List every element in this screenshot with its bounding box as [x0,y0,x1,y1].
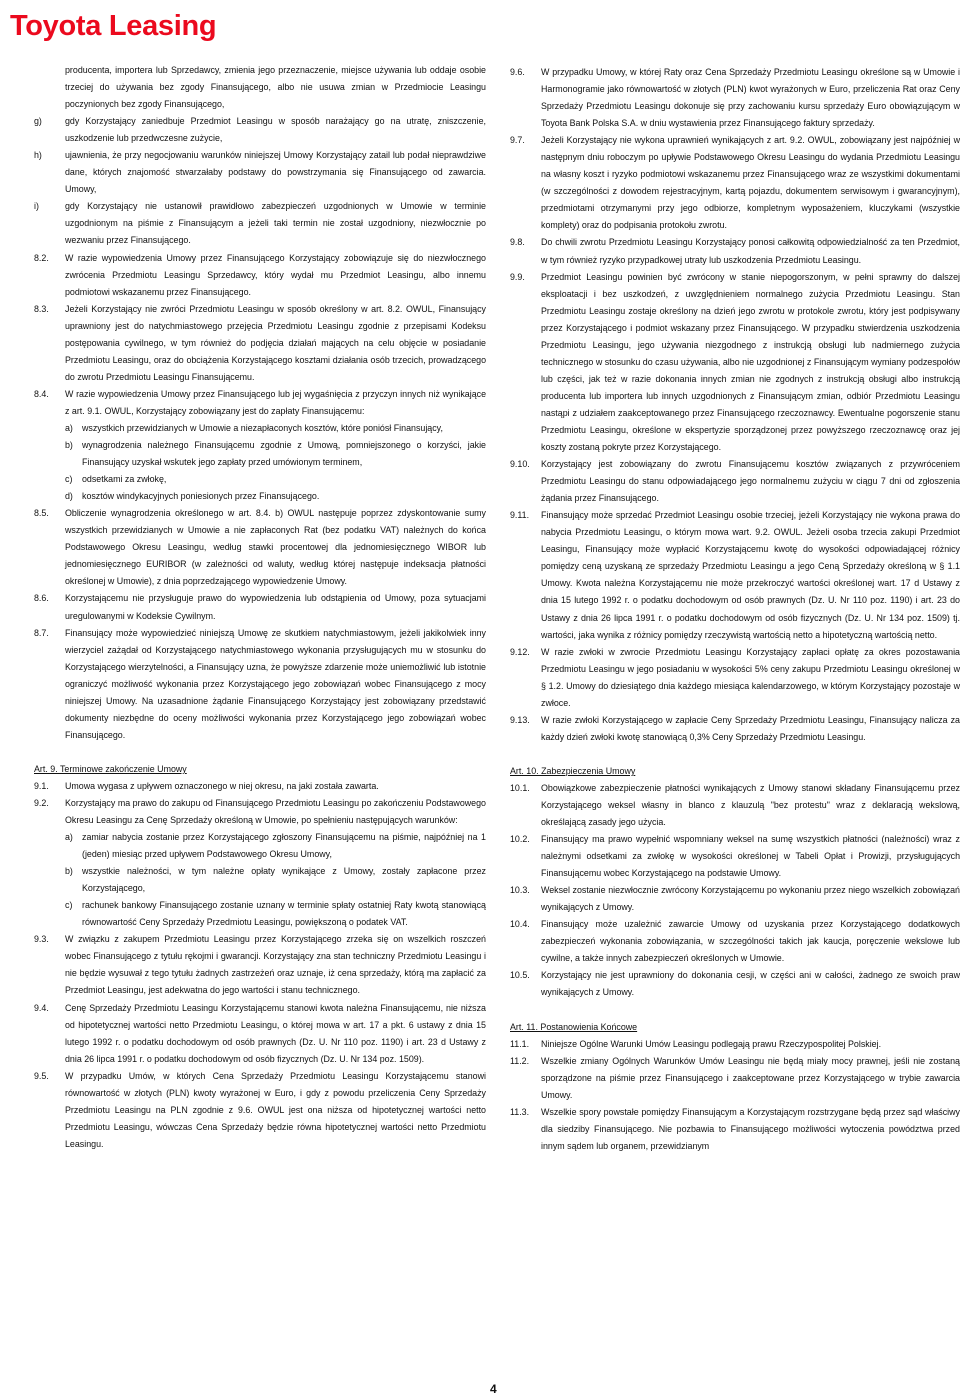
paragraph-8-2: 8.2. W razie wypowiedzenia Umowy przez Finansującego Korzystający zobowiązuje się do niezwłocznego zwrócenia Przedmiotu Leasingu Sprzedawcy, który wydał mu Przedmiot Leasingu, albo innemu podmiotowi wskazanemu przez Finansującego. [34,252,486,297]
paragraph-11-1: 11.1. Niniejsze Ogólne Warunki Umów Leasingu podlegają prawu Rzeczypospolitej Polskiej. [510,1038,882,1049]
clause-8-1-g: g) gdy Korzystający zaniedbuje Przedmiot Leasingu w sposób narażający go na utratę, zniszczenie, uszkodzenie lub przedwczesne zużycie, [34,116,486,144]
paragraph-11-2: 11.2. Wszelkie zmiany Ogólnych Warunków Umów Leasingu nie będą miały mocy prawnej, jeśli nie zostaną sporządzone na piśmie przez Finansującego i zaakceptowane przez Korzystającego w trybie zawarcia Umowy. [510,1055,960,1100]
paragraph-10-4: 10.4. Finansujący może uzależnić zawarcie Umowy od uzyskania przez Korzystającego dodatkowych zabezpieczeń wykonania zobowiązania, w szczególności takich jak kaucja, poręczenie wekslowe lub cywilne, a także innych zabezpieczeń określonych w Umowie. [510,919,960,964]
paragraph-9-12: 9.12. W razie zwłoki w zwrocie Przedmiotu Leasingu Korzystający zapłaci opłatę za okres pozostawania Przedmiotu Leasingu w jego posiadaniu w wysokości 5% ceny zakupu Przedmiotu Leasingu określonej w § 1.2. Umowy do dziesiątego dnia każdego miesiąca kalendarzowego, w którym Korzystający pozostaje w zwłoce. [510,646,960,708]
paragraph-10-5: 10.5. Korzystający nie jest uprawniony do dokonania cesji, w części ani w całości, żadnego ze swoich praw wynikających z Umowy. [510,970,960,998]
toyota-leasing-logo: Toyota Leasing [10,10,217,42]
right-column [510,64,960,1155]
left-column [34,62,486,1153]
clause-8-4-a: a) wszystkich przewidzianych w Umowie a niezapłaconych kosztów, które poniósł Finansujący, [65,422,443,433]
clause-8-4-b: b) wynagrodzenia należnego Finansującemu zgodnie z Umową, pomniejszonego o korzyści, jakie Finansujący uzyskał wskutek jego zapłaty przed umówionym terminem, [65,440,486,468]
paragraph-11-3: 11.3. Wszelkie spory powstałe pomiędzy Finansującym a Korzystającym rozstrzygane będą przez sąd właściwy dla siedziby Finansującego. Nie pozbawia to Finansującego możliwości wytoczenia powództwa przed innym sądem lub organem, przewidzianym [510,1106,960,1151]
article-10-heading: Art. 10. Zabezpieczenia Umowy [510,765,636,776]
paragraph-9-5: 9.5. W przypadku Umów, w których Cena Sprzedaży Przedmiotu Leasingu Korzystającemu stanowi równowartość w złotych (PLN) kwoty wyrażonej w Euro, i gdy z powodu przeliczenia Ceny Sprzedaży Przedmiotu Leasingu na PLN zgodnie z 9.6. OWUL jest ona niższa od hipotetycznej wartości netto Przedmiotu Leasingu, wówczas Cena Sprzedaży będzie równa hipotetycznej wartości netto Przedmiotu Leasingu. [34,1070,486,1149]
paragraph-9-8: 9.8. Do chwili zwrotu Przedmiotu Leasingu Korzystający ponosi całkowitą odpowiedzialność za ten Przedmiot, w tym również ryzyko przypadkowej utraty lub uszkodzenia Przedmiotu Leasingu. [510,237,960,265]
paragraph-8-4: 8.4. W razie wypowiedzenia Umowy przez Finansującego lub jej wygaśnięcia z przyczyn innych niż wynikające z art. 9.1. OWUL, Korzystający zobowiązany jest do zapłaty Finansującemu: [34,388,486,416]
clause-9-2-a: a) zamiar nabycia zostanie przez Korzystającego zgłoszony Finansującemu na piśmie, najpóźniej na 1 (jeden) miesiąc przed upływem Podstawowego Okresu Umowy, [65,832,486,860]
paragraph-8-1-f-continued: producenta, importera lub Sprzedawcy, zmienia jego przeznaczenie, miejsce używania lub oddaje osobie trzeciej do używania bez zgody Finansującego, albo nie usuwa zmian w Przedmiocie Leasingu poczynionych bez zgody Finansującego, [65,65,486,110]
clause-8-1-h: h) ujawnienia, że przy negocjowaniu warunków niniejszej Umowy Korzystający zatail lub podał nieprawdziwe dane, których znajomość stwarzałaby podstawy do powstrzymania się Finansującego od zawarcia. Umowy, [34,150,486,195]
paragraph-10-1: 10.1. Obowiązkowe zabezpieczenie płatności wynikających z Umowy stanowi składany Finansującemu przez Korzystającego weksel własny in blanco z klauzulą "bez protestu" wraz z deklaracją wekslową, określającą zasady jego użycia. [510,782,960,828]
paragraph-10-3: 10.3. Weksel zostanie niezwłocznie zwrócony Korzystającemu po wykonaniu przez niego wszelkich zobowiązań wynikających z Umowy. [510,885,960,913]
paragraph-9-3: 9.3. W związku z zakupem Przedmiotu Leasingu przez Korzystającego zrzeka się on wszelkich roszczeń wobec Finansującego z tytułu rękojmi i gwarancji. Korzystający zna stan techniczny Przedmiotu Leasingu i nie będzie wysuwał z tego tytułu żadnych zastrzeżeń oraz uznaje, iż cena sprzedaży, którą ma zapłacić za Przedmiot Leasingu, jest adekwatna do jego wartości i stanu technicznego. [34,934,486,996]
paragraph-9-10: 9.10. Korzystający jest zobowiązany do zwrotu Finansującemu kosztów związanych z przywróceniem Przedmiotu Leasingu do stanu odpowiadającego jego normalnemu zużyciu w ciągu 7 dni od zgłoszenia żądania przez Finansującego. [510,459,960,504]
paragraph-9-11: 9.11. Finansujący może sprzedać Przedmiot Leasingu osobie trzeciej, jeżeli Korzystający nie wykona prawa do nabycia Przedmiotu Leasingu, o którym mowa wart. 9.2. OWUL. Jeżeli osoba trzecia zakupi Przedmiot Leasingu, Finansujący może wypłacić Korzystającemu kwotę do wysokości odpowiadającej różnicy pomiędzy ceną uzyskaną ze sprzedaży Przedmiotu Leasingu a jego Ceną Sprzedaży określoną w § 1.1 Umowy. Kwota należna Korzystającemu nie może przekroczyć wartości określonej wart. 17 d Ustawy z dnia 15 lutego 1992 r. o podatku dochodowym od osób prawnych (Dz. U. Nr 110 poz. 1190) i art. 23 do Ustawy z dnia 26 lipca 1991 r. o podatku dochodowym od osób fizycznych (Dz. U. Nr 134 poz. 1509) tj. wartości, jaka wynika z różnicy pomiędzy rzeczywistą wartością netto a hipotetyczną wartością netto. [510,510,960,640]
clause-8-4-c: c) odsetkami za zwłokę, [65,474,167,485]
paragraph-9-4: 9.4. Cenę Sprzedaży Przedmiotu Leasingu Korzystającemu stanowi kwota należna Finansującemu, nie niższa od hipotetycznej wartości netto Przedmiotu Leasingu, o której mowa w art. 17 a pkt. 6 ustawy z dnia 15 lutego 1992 r. o podatku dochodowym od osób prawnych (Dz. U. Nr 110 poz. 1190) i art. 23 d Ustawy z dnia 26 lipca 1991 r. o podatku dochodowym od osób fizycznych (Dz. U. Nr 134 poz. 1509). [34,1002,486,1064]
article-9-heading: Art. 9. Terminowe zakończenie Umowy [34,763,187,774]
clause-9-2-b: b) wszystkie należności, w tym należne opłaty wynikające z Umowy, zostały zapłacone przez Korzystającego, [65,866,486,894]
article-11-heading: Art. 11. Postanowienia Końcowe [510,1021,638,1032]
paragraph-8-5: 8.5. Obliczenie wynagrodzenia określonego w art. 8.4. b) OWUL następuje poprzez zdyskontowanie sumy wszystkich przewidzianych w Umowie a nie zapłaconych Rat (bez podatku VAT) należnych do końca Podstawowego Okresu Leasingu, według stawki procentowej dla jednomiesięcznego WIBOR lub jednomiesięcznego EURIBOR (w zależności od waluty, według której następuje indeksacja płatności określonej w Umowie), z dnia poprzedzającego wypowiedzenie Umowy. [34,508,486,587]
paragraph-9-2: 9.2. Korzystający ma prawo do zakupu od Finansującego Przedmiotu Leasingu po zakończeniu Podstawowego Okresu Leasingu za Cenę Sprzedaży określoną w Umowie, po spełnieniu następujących warunków: [34,797,486,826]
clause-8-4-d: d) kosztów windykacyjnych poniesionych przez Finansującego. [65,491,320,502]
paragraph-10-2: 10.2. Finansujący ma prawo wypełnić wspomniany weksel na sumę wszystkich płatności (należności) wraz z należnymi odsetkami za zwłokę w wysokości określonej w Tabeli Opłat i Prowizji, przysługujących Finansującemu wobec Korzystającego na podstawie Umowy. [510,834,960,879]
paragraph-8-3: 8.3. Jeżeli Korzystający nie zwróci Przedmiotu Leasingu w sposób określony w art. 8.2. OWUL, Finansujący uprawniony jest do natychmiastowego przejęcia Przedmiotu Leasingu zgodnie z przepisami Kodeksu postępowania cywilnego, w tym również do podjęcia działań mających na celu objęcie w posiadanie Przedmiotu Leasingu, oraz do obciążenia Korzystającego kosztami działania osób trzecich, prowadzącego do zwrotu Przedmiotu Leasingu Finansującemu. [34,303,486,382]
paragraph-8-6: 8.6. Korzystającemu nie przysługuje prawo do wypowiedzenia lub odstąpienia od Umowy, poza sytuacjami uregulowanymi w Kodeksie Cywilnym. [34,593,486,621]
paragraph-9-7: 9.7. Jeżeli Korzystający nie wykona uprawnień wynikających z art. 9.2. OWUL, zobowiązany jest najpóźniej w następnym dniu roboczym po upływie Podstawowego Okresu Leasingu do wydania Przedmiotu Leasingu na własny koszt i ryzyko podmiotowi wskazanemu przez Finansującego wraz ze wszystkimi dokumentami (w szczególności z dowodem rejestracyjnym, kartą pojazdu, dokumentem serwisowym i gwarancyjnym), przedmiotami otrzymanymi przy jego odbiorze, kompletnym wyposażeniem, kluczykami (wszystkie komplety) oraz do podpisania protokołu zwrotu. [510,135,960,231]
paragraph-9-9: 9.9. Przedmiot Leasingu powinien być zwrócony w stanie niepogorszonym, w pełni sprawny do dalszej eksploatacji i bez uszkodzeń, z uwzględnieniem normalnego zużycia Przedmiotu Leasingu. Stan Przedmiotu Leasingu zostaje określony na dzień jego zwrotu w protokole zwrotu, który jest podpisywany przez Korzystającego i podmiot wskazany przez Finansującego. W przypadku stwierdzenia uszkodzenia Przedmiotu Leasingu, jego używania niezgodnego z instrukcją obsługi lub nadmiernego zużycia technicznego w stosunku do czasu używania, albo nie uzgodnionej z Finansującym wymiany podzespołów lub części, jak też w razie dokonania innych zmian nie zgodnych z instrukcją obsługi albo instrukcją producenta lub importera lub innych uzgodnionych z Finansującym zmian, odbiór Przedmiotu Leasingu nastąpi z udziałem zaakceptowanego przez Finansującego rzeczoznawcy. Ewentualne pogorszenie stanu Przedmiotu Leasingu, określone w ekspertyzie sporządzonej przez powyższego rzeczoznawcę oraz jej koszty zostaną pokryte przez Korzystającego. [510,271,960,453]
section-spacer [34,744,486,761]
clause-8-1-i: i) gdy Korzystający nie ustanowił prawidłowo zabezpieczeń uzgodnionych w Umowie w terminie uzgodnionym na piśmie z Finansującym a jeżeli taki termin nie został uzgodniony, niezwłocznie po wezwaniu przez Finansującego. [34,201,486,246]
paragraph-9-1: 9.1. Umowa wygasa z upływem oznaczonego w niej okresu, na jaki została zawarta. [34,780,379,791]
clause-9-2-c: c) rachunek bankowy Finansującego zostanie uznany w terminie spłaty ostatniej Raty kwotą stanowiącą równowartość Ceny Sprzedaży Przedmiotu Leasingu, powiększoną o podatek VAT. [65,900,486,928]
paragraph-8-7: 8.7. Finansujący może wypowiedzieć niniejszą Umowę ze skutkiem natychmiastowym, jeżeli jakikolwiek inny wierzyciel zażądał od Korzystającego natychmiastowego wykonania przysługujących mu w stosunku do Korzystającego wierzytelności, a Finansujący uzna, że powyższe zdarzenie może uniemożliwić lub istotnie ograniczyć możliwość wykonania przez Korzystającego jego zobowiązań wobec Finansującego z mocy niniejszej Umowy. Na uzasadnione żądanie Finansującego Korzystający jest zobowiązany przedstawić dokumenty niezbędne do oceny możliwości wykonania przez Korzystającego jego zobowiązań wobec Finansującego. [34,627,486,740]
paragraph-9-6: 9.6. W przypadku Umowy, w której Raty oraz Cena Sprzedaży Przedmiotu Leasingu określone są w Umowie i Harmonogramie jako równowartość w złotych (PLN) kwot wyrażonych w Euro, przeliczenia Rat oraz Ceny Sprzedaży Przedmiotu Leasingu dokonuje się przy zachowaniu kursu sprzedaży Euro obowiązującym w Toyota Bank Polska S.A. w dniu wystawienia przez Finansującego faktury sprzedaży. [510,67,960,129]
page-number: 4 [490,1382,497,1396]
section-spacer [510,1002,960,1019]
paragraph-9-13: 9.13. W razie zwłoki Korzystającego w zapłacie Ceny Sprzedaży Przedmiotu Leasingu, Finansujący nalicza za każdy dzień zwłoki kwotę stanowiącą 0,3% Ceny Sprzedaży Przedmiotu Leasingu. [510,714,960,742]
section-spacer [510,746,960,763]
